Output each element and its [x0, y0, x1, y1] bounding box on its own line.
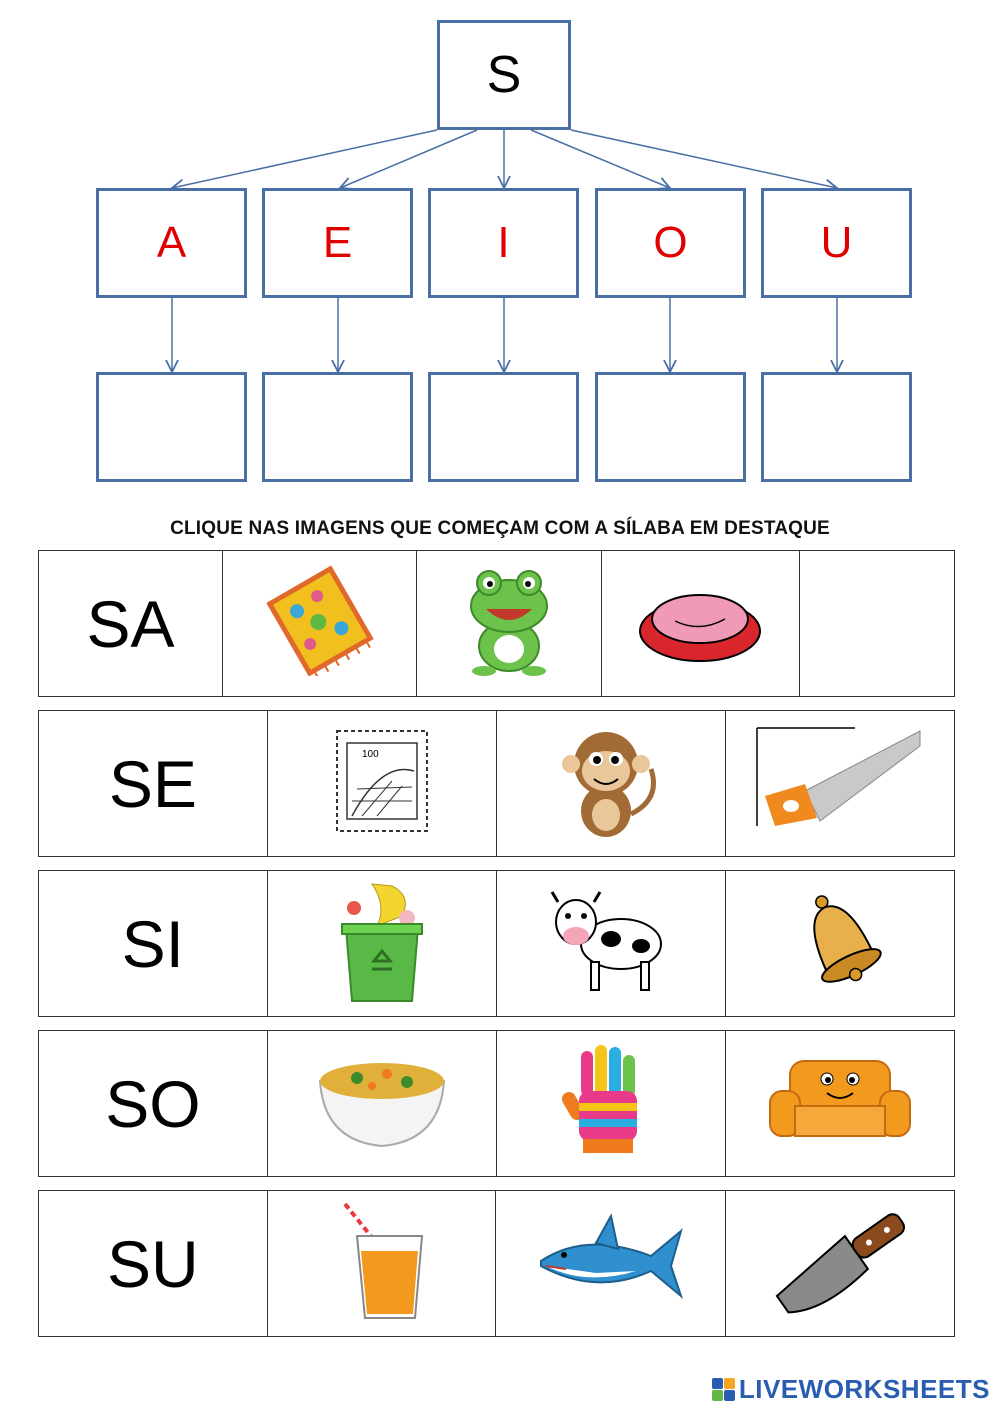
rug-icon[interactable] — [260, 566, 380, 676]
picture-cell[interactable] — [725, 1191, 954, 1337]
answer-box-so[interactable] — [595, 372, 746, 482]
syllable-cell — [39, 871, 268, 1017]
answer-box-sa[interactable] — [96, 372, 247, 482]
picture-cell[interactable] — [496, 1191, 725, 1337]
syllable-label: SU — [106, 1226, 199, 1301]
syllable-cell — [39, 711, 268, 857]
soap-icon[interactable] — [635, 571, 765, 671]
monkey-icon[interactable] — [556, 719, 666, 844]
root-letter-box — [437, 20, 571, 130]
svg-text:100: 100 — [361, 749, 379, 760]
syllable-cell — [39, 1031, 268, 1177]
syllable-cell — [39, 551, 223, 697]
knife-icon[interactable] — [760, 1204, 920, 1319]
glove-icon[interactable] — [561, 1041, 661, 1161]
vowel-label: I — [497, 218, 510, 267]
vowel-box-o — [595, 188, 746, 298]
syllable-label: SO — [105, 1066, 201, 1141]
instruction-text: CLIQUE NAS IMAGENS QUE COMEÇAM COM A SÍLABA EM DESTAQUE — [170, 518, 830, 539]
cow-icon[interactable] — [546, 884, 676, 999]
picture-cell[interactable] — [267, 1191, 496, 1337]
soup-bowl-icon[interactable] — [312, 1046, 452, 1156]
syllable-row-se — [38, 710, 955, 857]
trash-bin-icon[interactable] — [332, 876, 432, 1006]
syllable-label: SA — [86, 586, 175, 661]
picture-cell[interactable] — [725, 871, 954, 1017]
sofa-icon[interactable] — [765, 1051, 915, 1151]
answer-box-si[interactable] — [428, 372, 579, 482]
picture-cell[interactable] — [725, 711, 954, 857]
picture-cell[interactable] — [496, 711, 725, 857]
answer-box-se[interactable] — [262, 372, 413, 482]
syllable-row-so — [38, 1030, 955, 1177]
vowel-box-i — [428, 188, 579, 298]
saw-icon[interactable] — [755, 726, 925, 836]
picture-cell[interactable] — [267, 1031, 496, 1177]
picture-cell[interactable] — [267, 711, 496, 857]
picture-cell[interactable] — [799, 551, 954, 697]
picture-cell[interactable] — [417, 551, 602, 697]
picture-cell[interactable] — [267, 871, 496, 1017]
syllable-row-si — [38, 870, 955, 1017]
syllable-row-sa — [38, 550, 955, 697]
vowel-label: O — [653, 218, 688, 267]
vowel-label: E — [322, 218, 353, 267]
syllable-label: SE — [108, 746, 197, 821]
syllable-label: SI — [121, 906, 185, 981]
brand-name: LIVEWORKSHEETS — [738, 1374, 990, 1404]
picture-cell[interactable] — [496, 1031, 725, 1177]
brand-footer — [712, 1374, 990, 1405]
frog-icon[interactable] — [464, 561, 554, 681]
answer-box-su[interactable] — [761, 372, 912, 482]
vowel-label: A — [156, 218, 187, 267]
vowel-box-a — [96, 188, 247, 298]
vowel-box-u — [761, 188, 912, 298]
brand-logo-icon — [712, 1378, 735, 1401]
picture-cell[interactable] — [222, 551, 416, 697]
vowel-label: U — [820, 218, 853, 267]
shark-icon[interactable] — [536, 1211, 686, 1311]
vowel-box-e — [262, 188, 413, 298]
bell-icon[interactable] — [785, 886, 895, 996]
syllable-cell — [39, 1191, 268, 1337]
syllable-row-su — [38, 1190, 955, 1337]
picture-cell[interactable] — [602, 551, 800, 697]
juice-icon[interactable] — [327, 1196, 437, 1326]
stamp-icon[interactable] — [322, 721, 442, 841]
picture-cell[interactable] — [725, 1031, 954, 1177]
root-letter: S — [486, 46, 522, 104]
picture-cell[interactable] — [496, 871, 725, 1017]
